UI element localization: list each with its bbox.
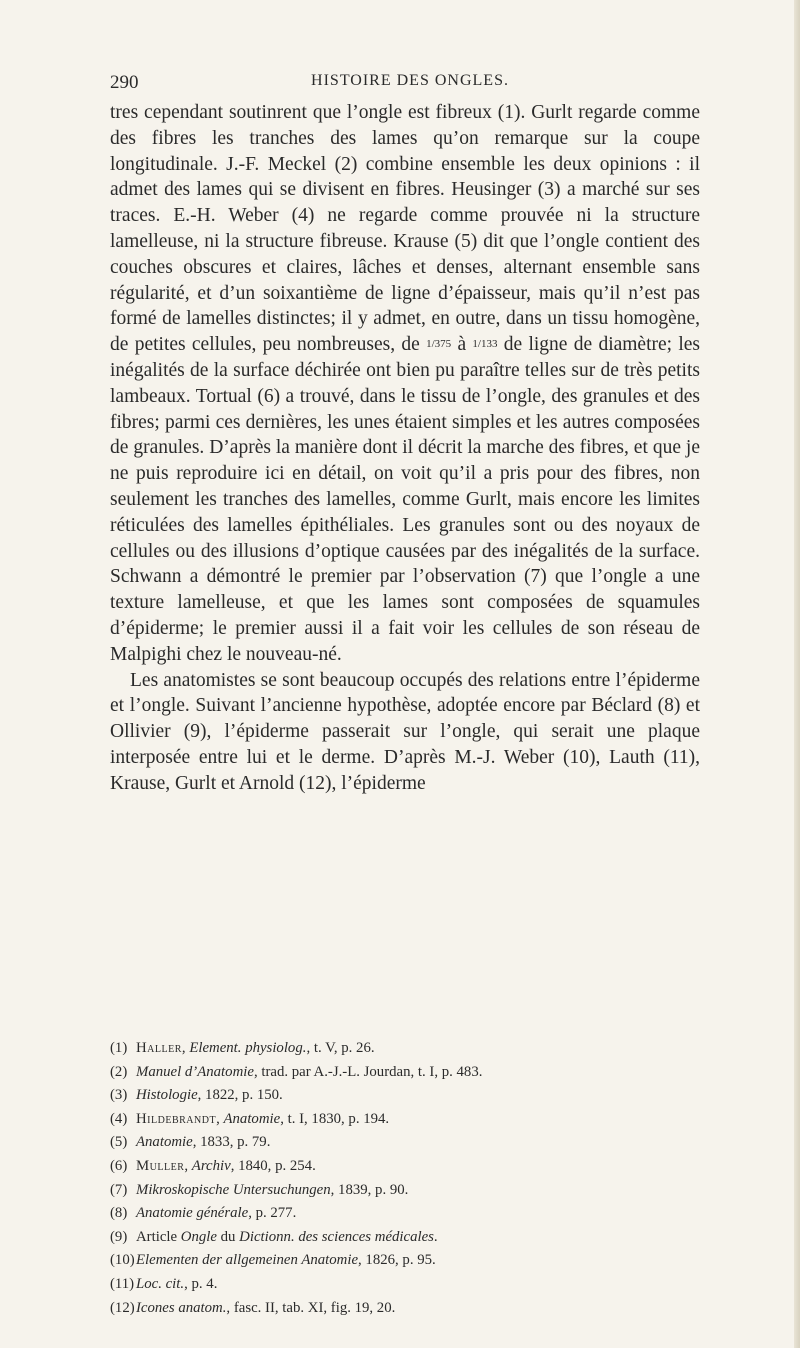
footnote-4: (4) Hildebrandt, Anatomie, t. I, 1830, p. 194. xyxy=(110,1108,700,1132)
footnote-12 xyxy=(110,1297,700,1321)
paragraph-1 xyxy=(110,100,700,668)
footnote-1: (1) Haller, Element. physiolog., t. V, p. 26. xyxy=(110,1037,700,1061)
footnote-author: Haller xyxy=(136,1040,182,1056)
footnote-2 xyxy=(110,1061,700,1085)
footnote-title: Archiv xyxy=(191,1157,231,1174)
footnote-author: Muller xyxy=(136,1157,185,1174)
page-number: 290 xyxy=(110,72,139,93)
footnote-rest: , 1840, p. 254. xyxy=(230,1157,316,1174)
footnote-rest: , 1826, p. 95. xyxy=(358,1252,436,1269)
footnote-title: Icones anatom. xyxy=(136,1299,227,1316)
footnote-title: Ongle xyxy=(180,1228,217,1245)
footnote-title: Element. physiolog. xyxy=(189,1040,307,1056)
footnote-9 xyxy=(110,1226,700,1250)
fraction-2: 1/133 xyxy=(472,338,498,351)
footnote-number: (8) xyxy=(110,1205,128,1222)
footnote-rest: , t. V, p. 26. xyxy=(306,1040,375,1056)
footnote-8 xyxy=(110,1202,700,1226)
page-header xyxy=(110,72,710,96)
footnote-rest: , fasc. II, tab. XI, fig. 19, 20. xyxy=(226,1299,396,1316)
footnote-number: (10) xyxy=(110,1252,135,1269)
footnote-10 xyxy=(110,1249,700,1273)
paragraph-1-part-b: à xyxy=(451,334,473,356)
footnote-number: (3) xyxy=(110,1087,128,1104)
footnote-rest: , p. 277. xyxy=(248,1205,297,1222)
footnote-number: (5) xyxy=(110,1134,128,1151)
footnote-6: (6) Muller, Archiv, 1840, p. 254. xyxy=(110,1155,700,1179)
footnotes xyxy=(110,1037,700,1320)
footnote-rest: , 1839, p. 90. xyxy=(330,1181,409,1198)
footnote-title: Mikroskopische Untersuchungen xyxy=(136,1181,331,1198)
footnote-title: Anatomie xyxy=(223,1110,281,1127)
running-title: HISTOIRE DES ONGLES. xyxy=(311,72,509,89)
footnote-mid: du xyxy=(216,1228,240,1245)
footnote-title: Anatomie générale xyxy=(136,1205,249,1222)
footnote-rest: , 1833, p. 79. xyxy=(192,1134,271,1151)
footnote-number: (7) xyxy=(110,1181,128,1198)
paragraph-1-part-a: tres cependant soutinrent que l’ongle est fibreux (1). Gurlt regarde comme des fibres les tranches des lames qu’on remarque sur la coupe longitudinale. J.-F. Meckel (2) combine ensemble les deux opinions : il admet des lames qui se divisent en fibres. Heusinger (3) a marché sur ses traces. E.-H. Weber (4) ne regarde comme prouvée ni la structure lamelleuse, ni la structure fibreuse. Krause (5) dit que l’ongle contient des couches obscures et claires, lâches et denses, alternant ensemble sans régularité, et d’un soixantième de ligne d’épaisseur, mais qu’il n’est pas formé de lamelles distinctes; il y admet, en outre, dans un tissu homogène, de petites cellules, peu nombreuses, de xyxy=(110,102,700,356)
footnote-title: Anatomie xyxy=(136,1134,193,1151)
footnote-rest: , t. I, 1830, p. 194. xyxy=(280,1110,390,1127)
footnote-title: Manuel d’Anatomie xyxy=(136,1063,254,1080)
footnote-number: (2) xyxy=(110,1063,128,1080)
footnote-number: (4) xyxy=(110,1110,128,1127)
footnote-title: Elementen der allgemeinen Anatomie xyxy=(136,1252,359,1269)
footnote-rest: . xyxy=(433,1228,438,1245)
footnote-rest: , 1822, p. 150. xyxy=(197,1087,283,1104)
footnote-number: (9) xyxy=(110,1228,128,1245)
page-edge xyxy=(794,0,800,1348)
footnote-title: Histologie xyxy=(136,1087,198,1104)
footnote-number: (1) xyxy=(110,1040,128,1056)
footnote-author: Hildebrandt xyxy=(136,1110,217,1127)
footnote-number: (6) xyxy=(110,1157,128,1174)
footnote-7 xyxy=(110,1179,700,1203)
footnote-title-2: Dictionn. des sciences médicales xyxy=(239,1228,434,1245)
footnote-title: Loc. cit. xyxy=(136,1275,185,1292)
footnote-number: (11) xyxy=(110,1275,135,1292)
footnote-11 xyxy=(110,1273,700,1297)
fraction-1: 1/375 xyxy=(426,338,452,351)
footnote-3 xyxy=(110,1084,700,1108)
body-text xyxy=(110,100,700,797)
footnote-pre: Article xyxy=(136,1228,181,1245)
paragraph-2: Les anatomistes se sont beaucoup occupés des relations entre l’épiderme et l’ongle. Suivant l’ancienne hypothèse, adoptée encore par Béclard (8) et Ollivier (9), l’épiderme passerait sur l’ongle, qui serait une plaque interposée entre lui et le derme. D’après M.-J. Weber (10), Lauth (11), Krause, Gurlt et Arnold (12), l’épiderme xyxy=(110,669,700,794)
footnote-5 xyxy=(110,1131,700,1155)
footnote-rest: , trad. par A.-J.-L. Jourdan, t. I, p. 483. xyxy=(253,1063,483,1080)
paragraph-1-part-c: de ligne de diamètre; les inégalités de la surface déchirée ont bien pu paraître telles sur de très petits lambeaux. Tortual (6) a trouvé, dans le tissu de l’ongle, des granules et des fibres; parmi ces dernières, les unes étaient simples et les autres composées de granules. D’après la manière dont il décrit la marche des fibres, et que je ne puis reproduire ici en détail, on voit qu’il a pris pour des fibres, non seulement les tranches des lamelles, comme Gurlt, mais encore les limites réticulées des lamelles épithéliales. Les granules sont ou des noyaux de cellules ou des illusions d’optique causées par des inégalités de la surface. Schwann a démontré le premier par l’observation (7) que l’ongle a une texture lamelleuse, et que les lames sont composées de squamules d’épiderme; le premier aussi il a fait voir les cellules de son réseau de Malpighi chez le nouveau-né. xyxy=(110,334,701,665)
footnote-number: (12) xyxy=(110,1299,135,1316)
footnote-rest: , p. 4. xyxy=(184,1275,218,1292)
